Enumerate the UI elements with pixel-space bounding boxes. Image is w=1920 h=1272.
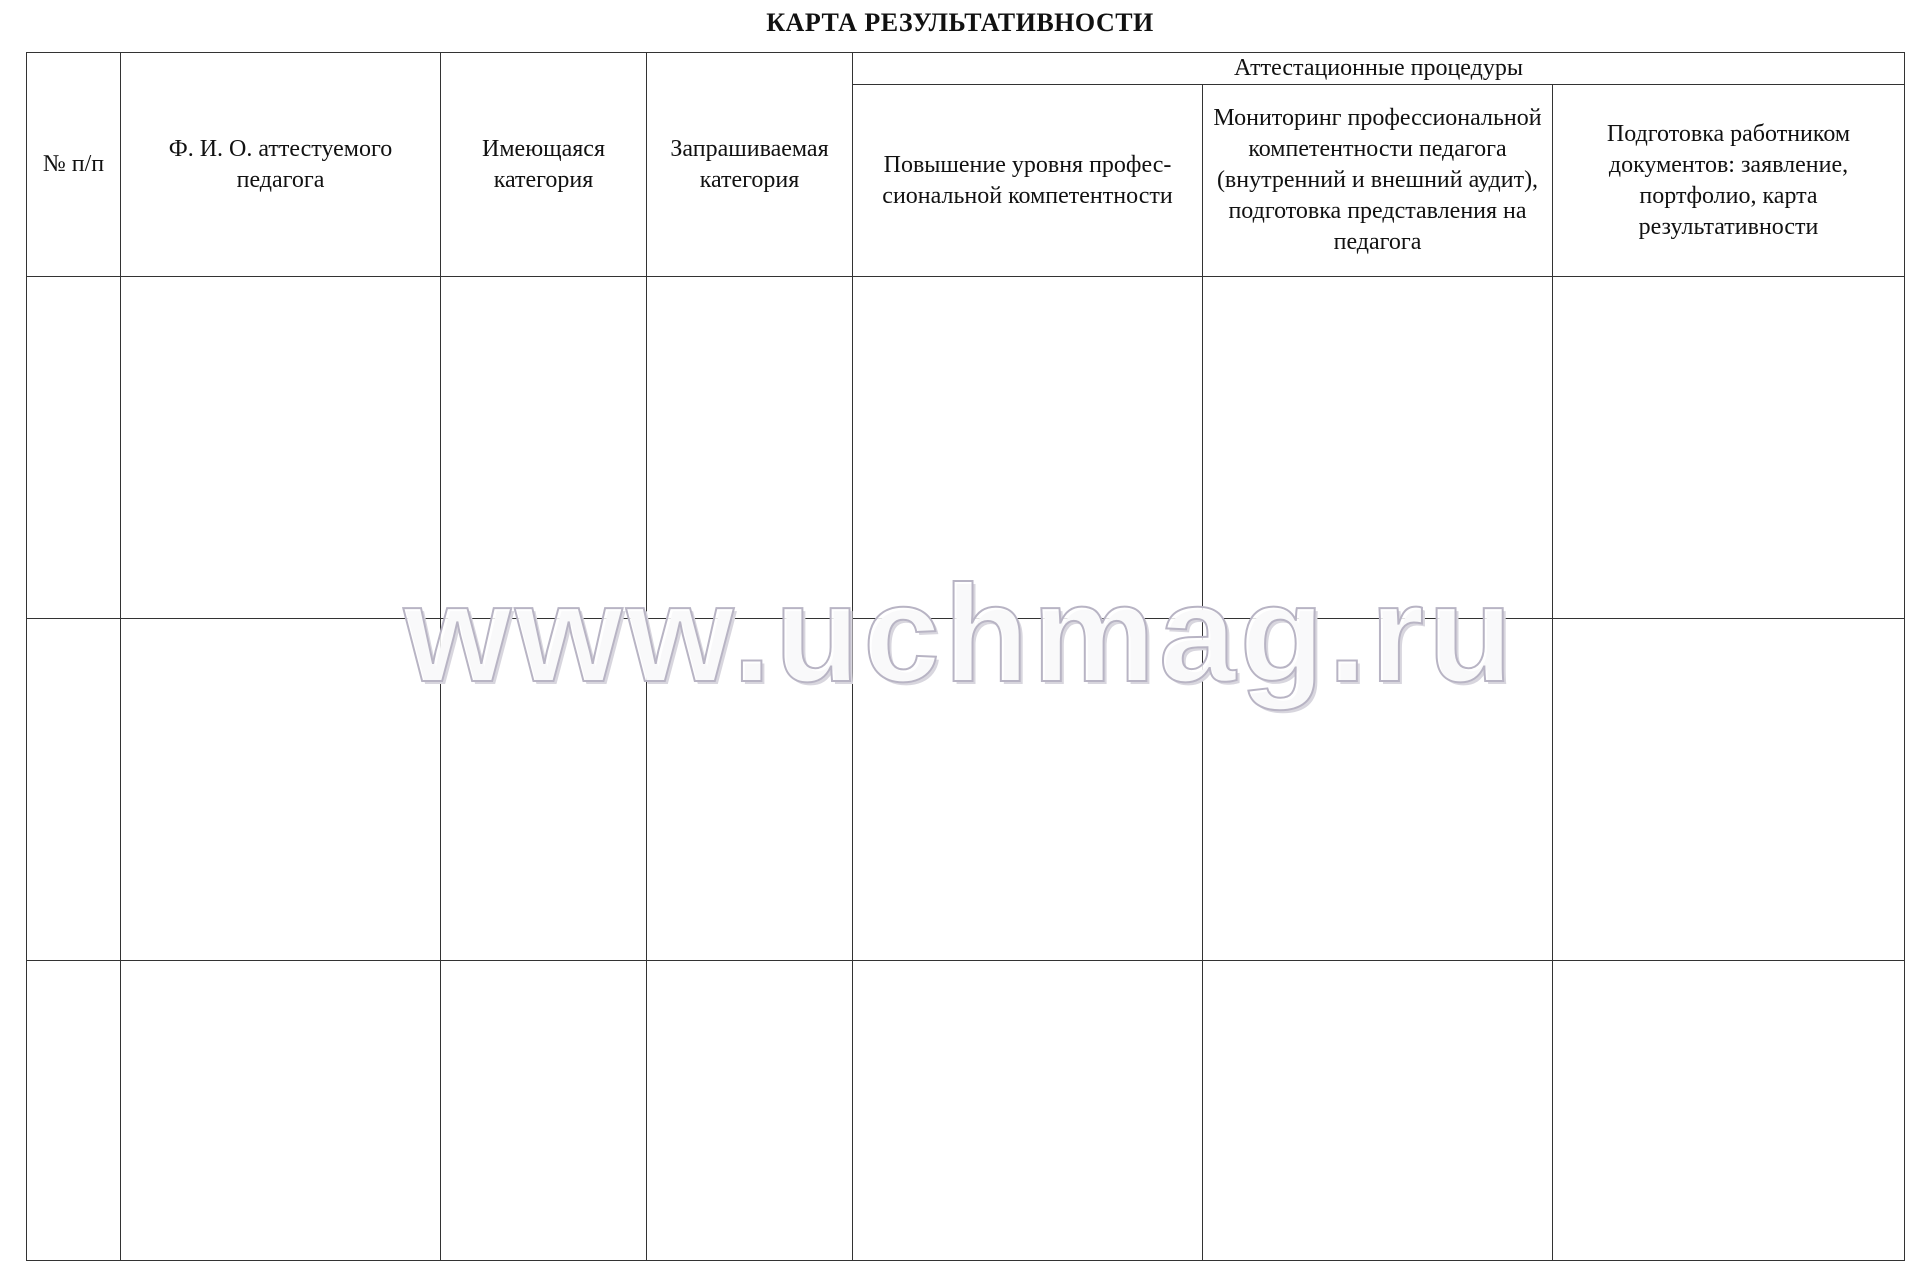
- watermark: www.uchmag.ru: [403, 557, 1517, 711]
- table-cell[interactable]: [121, 961, 441, 1261]
- table-cell[interactable]: [853, 961, 1203, 1261]
- column-header-procedure-3: [1553, 85, 1905, 277]
- table-cell[interactable]: [1203, 961, 1553, 1261]
- table-row: [27, 961, 1905, 1261]
- table-cell[interactable]: [121, 619, 441, 961]
- table-cell[interactable]: [27, 277, 121, 619]
- column-header-procedure-3-label: Подготовка работником документов: заявление, портфолио, карта результативности: [1606, 120, 1851, 240]
- table-cell[interactable]: [27, 619, 121, 961]
- table-cell[interactable]: [853, 619, 1203, 961]
- column-header-name: [121, 53, 441, 277]
- table-cell[interactable]: [647, 619, 853, 961]
- table-cell[interactable]: [1553, 277, 1905, 619]
- table-cell[interactable]: [121, 277, 441, 619]
- column-header-current-category-label: Имеющаяся категория: [482, 135, 605, 193]
- column-header-requested-category-label: Запрашиваемая категория: [670, 135, 829, 193]
- table-cell[interactable]: [647, 961, 853, 1261]
- table-row: [27, 277, 1905, 619]
- table-cell[interactable]: [1203, 277, 1553, 619]
- table-cell[interactable]: [1203, 619, 1553, 961]
- column-header-procedure-2-label: Мониторинг профессиональной компетентности педагога (внутренний и внешний аудит), подготовка представления на педагога: [1213, 105, 1542, 255]
- table-cell[interactable]: [441, 277, 647, 619]
- column-header-requested-category: [647, 53, 853, 277]
- column-header-procedure-1: [853, 85, 1203, 277]
- group-header-procedures-label: Аттестационные процедуры: [1234, 55, 1523, 81]
- table-cell[interactable]: [27, 961, 121, 1261]
- table-cell[interactable]: [441, 619, 647, 961]
- column-header-name-label: Ф. И. О. аттестуемого педагога: [168, 135, 393, 193]
- column-header-number-label: № п/п: [42, 151, 105, 177]
- table-cell[interactable]: [1553, 961, 1905, 1261]
- table-cell[interactable]: [1553, 619, 1905, 961]
- group-header-procedures: [853, 53, 1905, 85]
- table-row: [27, 619, 1905, 961]
- table-cell[interactable]: [647, 277, 853, 619]
- table-cell[interactable]: [441, 961, 647, 1261]
- column-header-procedure-2: [1203, 85, 1553, 277]
- table-cell[interactable]: [853, 277, 1203, 619]
- results-table: [26, 52, 1905, 1261]
- page-title: КАРТА РЕЗУЛЬТАТИВНОСТИ: [766, 8, 1154, 37]
- column-header-current-category: [441, 53, 647, 277]
- column-header-procedure-1-label: Повышение уровня профес-сиональной компетентности: [882, 151, 1173, 209]
- column-header-number: [27, 53, 121, 277]
